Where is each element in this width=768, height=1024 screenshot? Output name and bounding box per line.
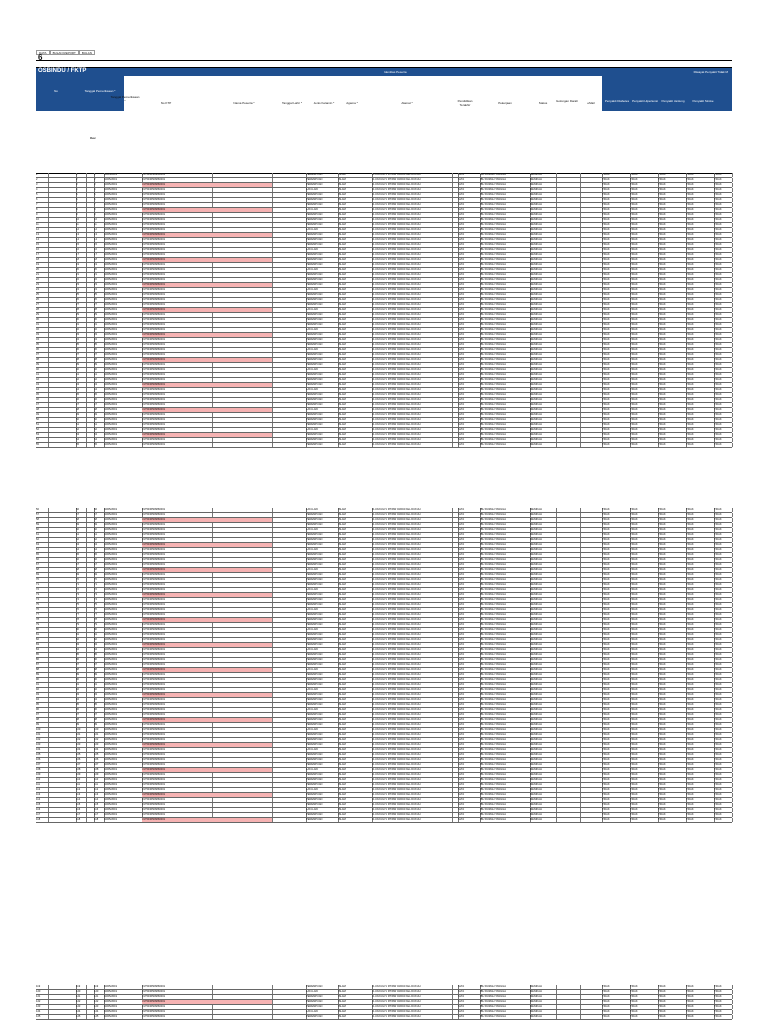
- table-row: 6 6 6 02/05/2019 3175036506860001 PEREMPUAN ISLAM JL.DUKUH V RT/RW 04/004 KEL.DUKUH SLTA IBU RUMAH TANGGA MENIKAH TIDAK TIDAK TIDAK TIDAK TIDAK: [36, 198, 732, 203]
- table-row: 31 31 31 02/05/2019 3175036506860001 PEREMPUAN ISLAM JL.DUKUH V RT/RW 04/004 KEL.DUKUH SLTA IBU RUMAH TANGGA MENIKAH TIDAK TIDAK TIDAK TIDAK TIDAK: [36, 323, 732, 328]
- table-row: 89 89 89 02/05/2019 3175036506860001 PEREMPUAN ISLAM JL.DUKUH V RT/RW 04/004 KEL.DUKUH SLTA IBU RUMAH TANGGA MENIKAH TIDAK TIDAK TIDAK TIDAK TIDAK: [36, 673, 732, 678]
- table-row: 65 65 65 02/05/2019 3175036506860001 PEREMPUAN ISLAM JL.DUKUH V RT/RW 04/004 KEL.DUKUH SLTA IBU RUMAH TANGGA MENIKAH TIDAK TIDAK TIDAK TIDAK TIDAK: [36, 553, 732, 558]
- table-row: 56 56 56 02/05/2019 3175036506860001 LAKI-LAKI ISLAM JL.DUKUH V RT/RW 04/004 KEL.DUKUH SLTA IBU RUMAH TANGGA MENIKAH TIDAK TIDAK TIDAK TIDAK TIDAK: [36, 508, 732, 513]
- table-row: 115 115 115 02/05/2019 3175036506860001 PEREMPUAN ISLAM JL.DUKUH V RT/RW 04/004 KEL.DUKUH SLTA IBU RUMAH TANGGA MENIKAH TIDAK TIDAK TIDAK TIDAK TIDAK: [36, 803, 732, 808]
- col-label-ktp: No KTP: [160, 101, 172, 105]
- table-row: 15 15 15 02/05/2019 3175036506860001 PEREMPUAN ISLAM JL.DUKUH V RT/RW 04/004 KEL.DUKUH SLTA IBU RUMAH TANGGA MENIKAH TIDAK TIDAK TIDAK TIDAK TIDAK: [36, 243, 732, 248]
- table-row: 62 62 62 02/05/2019 3175036506860001 PEREMPUAN ISLAM JL.DUKUH V RT/RW 04/004 KEL.DUKUH SLTA IBU RUMAH TANGGA MENIKAH TIDAK TIDAK TIDAK TIDAK TIDAK: [36, 538, 732, 543]
- table-row: 37 37 37 02/05/2019 3175036506860001 PEREMPUAN ISLAM JL.DUKUH V RT/RW 04/004 KEL.DUKUH SLTA IBU RUMAH TANGGA MENIKAH TIDAK TIDAK TIDAK TIDAK TIDAK: [36, 353, 732, 358]
- table-row: 105 105 105 02/05/2019 3175036506860001 PEREMPUAN ISLAM JL.DUKUH V RT/RW 04/004 KEL.DUKUH SLTA IBU RUMAH TANGGA MENIKAH TIDAK TIDAK TIDAK TIDAK TIDAK: [36, 753, 732, 758]
- table-row: 36 36 36 02/05/2019 3175036506860001 LAKI-LAKI ISLAM JL.DUKUH V RT/RW 04/004 KEL.DUKUH SLTA IBU RUMAH TANGGA MENIKAH TIDAK TIDAK TIDAK TIDAK TIDAK: [36, 348, 732, 353]
- table-row: 16 16 16 02/05/2019 3175036506860001 LAKI-LAKI ISLAM JL.DUKUH V RT/RW 04/004 KEL.DUKUH SLTA IBU RUMAH TANGGA MENIKAH TIDAK TIDAK TIDAK TIDAK TIDAK: [36, 248, 732, 253]
- table-row: 103 103 103 02/05/2019 3175036506860001 PEREMPUAN ISLAM JL.DUKUH V RT/RW 04/004 KEL.DUKUH SLTA IBU RUMAH TANGGA MENIKAH TIDAK TIDAK TIDAK TIDAK TIDAK: [36, 743, 732, 748]
- table-row: 27 27 27 02/05/2019 3175036506860001 PEREMPUAN ISLAM JL.DUKUH V RT/RW 04/004 KEL.DUKUH SLTA IBU RUMAH TANGGA MENIKAH TIDAK TIDAK TIDAK TIDAK TIDAK: [36, 303, 732, 308]
- table-row: 30 30 30 02/05/2019 3175036506860001 PEREMPUAN ISLAM JL.DUKUH V RT/RW 04/004 KEL.DUKUH SLTA IBU RUMAH TANGGA MENIKAH TIDAK TIDAK TIDAK TIDAK TIDAK: [36, 318, 732, 323]
- table-row: 75 75 75 02/05/2019 3175036506860001 PEREMPUAN ISLAM JL.DUKUH V RT/RW 04/004 KEL.DUKUH SLTA IBU RUMAH TANGGA MENIKAH TIDAK TIDAK TIDAK TIDAK TIDAK: [36, 603, 732, 608]
- table-row: 68 68 68 02/05/2019 3175036506860001 LAKI-LAKI ISLAM JL.DUKUH V RT/RW 04/004 KEL.DUKUH SLTA IBU RUMAH TANGGA MENIKAH TIDAK TIDAK TIDAK TIDAK TIDAK: [36, 568, 732, 573]
- col-label-jk: Jenis Kelamin *: [313, 101, 335, 105]
- table-row: 111 111 111 02/05/2019 3175036506860001 PEREMPUAN ISLAM JL.DUKUH V RT/RW 04/004 KEL.DUKUH SLTA IBU RUMAH TANGGA MENIKAH TIDAK TIDAK TIDAK TIDAK TIDAK: [36, 783, 732, 788]
- sheet-page-2: [36, 508, 732, 821]
- table-row: 64 64 64 02/05/2019 3175036506860001 LAKI-LAKI ISLAM JL.DUKUH V RT/RW 04/004 KEL.DUKUH SLTA IBU RUMAH TANGGA MENIKAH TIDAK TIDAK TIDAK TIDAK TIDAK: [36, 548, 732, 553]
- table-row: 42 42 42 02/05/2019 3175036506860001 PEREMPUAN ISLAM JL.DUKUH V RT/RW 04/004 KEL.DUKUH SLTA IBU RUMAH TANGGA MENIKAH TIDAK TIDAK TIDAK TIDAK TIDAK: [36, 378, 732, 383]
- table-row: 3 3 3 02/05/2019 3175036506860001 PEREMPUAN ISLAM JL.DUKUH V RT/RW 04/004 KEL.DUKUH SLTA IBU RUMAH TANGGA MENIKAH TIDAK TIDAK TIDAK TIDAK TIDAK: [36, 183, 732, 188]
- table-row: 92 92 92 02/05/2019 3175036506860001 LAKI-LAKI ISLAM JL.DUKUH V RT/RW 04/004 KEL.DUKUH SLTA IBU RUMAH TANGGA MENIKAH TIDAK TIDAK TIDAK TIDAK TIDAK: [36, 688, 732, 693]
- header-cell-data: DATA: [36, 50, 50, 55]
- table-row: 59 59 59 02/05/2019 3175036506860001 PEREMPUAN ISLAM JL.DUKUH V RT/RW 04/004 KEL.DUKUH SLTA IBU RUMAH TANGGA MENIKAH TIDAK TIDAK TIDAK TIDAK TIDAK: [36, 523, 732, 528]
- table-row: 26 26 26 02/05/2019 3175036506860001 PEREMPUAN ISLAM JL.DUKUH V RT/RW 04/004 KEL.DUKUH SLTA IBU RUMAH TANGGA MENIKAH TIDAK TIDAK TIDAK TIDAK TIDAK: [36, 298, 732, 303]
- table-row: 122 122 122 02/05/2019 3175036506860001 PEREMPUAN ISLAM JL.DUKUH V RT/RW 04/004 KEL.DUKUH SLTA IBU RUMAH TANGGA MENIKAH TIDAK TIDAK TIDAK TIDAK TIDAK: [36, 1000, 732, 1005]
- sheet-page-1: [36, 40, 732, 446]
- table-row: 67 67 67 02/05/2019 3175036506860001 PEREMPUAN ISLAM JL.DUKUH V RT/RW 04/004 KEL.DUKUH SLTA IBU RUMAH TANGGA MENIKAH TIDAK TIDAK TIDAK TIDAK TIDAK: [36, 563, 732, 568]
- table-row: 17 17 17 02/05/2019 3175036506860001 PEREMPUAN ISLAM JL.DUKUH V RT/RW 04/004 KEL.DUKUH SLTA IBU RUMAH TANGGA MENIKAH TIDAK TIDAK TIDAK TIDAK TIDAK: [36, 253, 732, 258]
- data-rows-page-1: [36, 173, 732, 448]
- table-row: 123 123 123 02/05/2019 3175036506860001 PEREMPUAN ISLAM JL.DUKUH V RT/RW 04/004 KEL.DUKUH SLTA IBU RUMAH TANGGA MENIKAH TIDAK TIDAK TIDAK TIDAK TIDAK: [36, 1005, 732, 1010]
- table-row: 48 48 48 02/05/2019 3175036506860001 LAKI-LAKI ISLAM JL.DUKUH V RT/RW 04/004 KEL.DUKUH SLTA IBU RUMAH TANGGA MENIKAH TIDAK TIDAK TIDAK TIDAK TIDAK: [36, 408, 732, 413]
- table-row: 124 124 124 02/05/2019 3175036506860001 LAKI-LAKI ISLAM JL.DUKUH V RT/RW 04/004 KEL.DUKUH SLTA IBU RUMAH TANGGA MENIKAH TIDAK TIDAK TIDAK TIDAK TIDAK: [36, 1010, 732, 1015]
- table-row: 102 102 102 02/05/2019 3175036506860001 PEREMPUAN ISLAM JL.DUKUH V RT/RW 04/004 KEL.DUKUH SLTA IBU RUMAH TANGGA MENIKAH TIDAK TIDAK TIDAK TIDAK TIDAK: [36, 738, 732, 743]
- table-row: 99 99 99 02/05/2019 3175036506860001 PEREMPUAN ISLAM JL.DUKUH V RT/RW 04/004 KEL.DUKUH SLTA IBU RUMAH TANGGA MENIKAH TIDAK TIDAK TIDAK TIDAK TIDAK: [36, 723, 732, 728]
- col-label-hipertensi: Penyakit Hipertensi: [632, 99, 658, 103]
- header-cell-bulan: BULAN: [79, 50, 95, 55]
- table-row: 12 12 12 02/05/2019 3175036506860001 LAKI-LAKI ISLAM JL.DUKUH V RT/RW 04/004 KEL.DUKUH SLTA IBU RUMAH TANGGA MENIKAH TIDAK TIDAK TIDAK TIDAK TIDAK: [36, 228, 732, 233]
- table-row: 8 8 8 02/05/2019 3175036506860001 LAKI-LAKI ISLAM JL.DUKUH V RT/RW 04/004 KEL.DUKUH SLTA IBU RUMAH TANGGA MENIKAH TIDAK TIDAK TIDAK TIDAK TIDAK: [36, 208, 732, 213]
- table-row: 54 54 54 02/05/2019 3175036506860001 PEREMPUAN ISLAM JL.DUKUH V RT/RW 04/004 KEL.DUKUH SLTA IBU RUMAH TANGGA MENIKAH TIDAK TIDAK TIDAK TIDAK TIDAK: [36, 438, 732, 443]
- table-row: 40 40 40 02/05/2019 3175036506860001 LAKI-LAKI ISLAM JL.DUKUH V RT/RW 04/004 KEL.DUKUH SLTA IBU RUMAH TANGGA MENIKAH TIDAK TIDAK TIDAK TIDAK TIDAK: [36, 368, 732, 373]
- sheet-page-3: [36, 985, 732, 1024]
- col-header-no: No: [36, 75, 76, 111]
- table-row: 121 121 121 02/05/2019 3175036506860001 PEREMPUAN ISLAM JL.DUKUH V RT/RW 04/004 KEL.DUKUH SLTA IBU RUMAH TANGGA MENIKAH TIDAK TIDAK TIDAK TIDAK TIDAK: [36, 995, 732, 1000]
- table-row: 109 109 109 02/05/2019 3175036506860001 PEREMPUAN ISLAM JL.DUKUH V RT/RW 04/004 KEL.DUKUH SLTA IBU RUMAH TANGGA MENIKAH TIDAK TIDAK TIDAK TIDAK TIDAK: [36, 773, 732, 778]
- table-row: 4 4 4 02/05/2019 3175036506860001 LAKI-LAKI ISLAM JL.DUKUH V RT/RW 04/004 KEL.DUKUH SLTA IBU RUMAH TANGGA MENIKAH TIDAK TIDAK TIDAK TIDAK TIDAK: [36, 188, 732, 193]
- table-row: 28 28 28 02/05/2019 3175036506860001 LAKI-LAKI ISLAM JL.DUKUH V RT/RW 04/004 KEL.DUKUH SLTA IBU RUMAH TANGGA MENIKAH TIDAK TIDAK TIDAK TIDAK TIDAK: [36, 308, 732, 313]
- table-row: 97 97 97 02/05/2019 3175036506860001 PEREMPUAN ISLAM JL.DUKUH V RT/RW 04/004 KEL.DUKUH SLTA IBU RUMAH TANGGA MENIKAH TIDAK TIDAK TIDAK TIDAK TIDAK: [36, 713, 732, 718]
- table-row: 1 1 1 02/05/2019 3175036506860001 PEREMPUAN ISLAM JL.DUKUH V RT/RW 04/004 KEL.DUKUH SLTA IBU RUMAH TANGGA MENIKAH TIDAK TIDAK TIDAK TIDAK TIDAK: [36, 173, 732, 178]
- header-cells: [36, 50, 95, 55]
- col-label-tgl-lahir: Tanggal Lahir *: [281, 101, 302, 105]
- table-row: 18 18 18 02/05/2019 3175036506860001 PEREMPUAN ISLAM JL.DUKUH V RT/RW 04/004 KEL.DUKUH SLTA IBU RUMAH TANGGA MENIKAH TIDAK TIDAK TIDAK TIDAK TIDAK: [36, 258, 732, 263]
- col-label-gol-darah: Golongan Darah: [556, 99, 579, 103]
- table-row: 7 7 7 02/05/2019 3175036506860001 PEREMPUAN ISLAM JL.DUKUH V RT/RW 04/004 KEL.DUKUH SLTA IBU RUMAH TANGGA MENIKAH TIDAK TIDAK TIDAK TIDAK TIDAK: [36, 203, 732, 208]
- table-row: 86 86 86 02/05/2019 3175036506860001 PEREMPUAN ISLAM JL.DUKUH V RT/RW 04/004 KEL.DUKUH SLTA IBU RUMAH TANGGA MENIKAH TIDAK TIDAK TIDAK TIDAK TIDAK: [36, 658, 732, 663]
- table-row: 98 98 98 02/05/2019 3175036506860001 PEREMPUAN ISLAM JL.DUKUH V RT/RW 04/004 KEL.DUKUH SLTA IBU RUMAH TANGGA MENIKAH TIDAK TIDAK TIDAK TIDAK TIDAK: [36, 718, 732, 723]
- table-row: 101 101 101 02/05/2019 3175036506860001 PEREMPUAN ISLAM JL.DUKUH V RT/RW 04/004 KEL.DUKUH SLTA IBU RUMAH TANGGA MENIKAH TIDAK TIDAK TIDAK TIDAK TIDAK: [36, 733, 732, 738]
- table-row: 55 55 55 02/05/2019 3175036506860001 PEREMPUAN ISLAM JL.DUKUH V RT/RW 04/004 KEL.DUKUH SLTA IBU RUMAH TANGGA MENIKAH TIDAK TIDAK TIDAK TIDAK TIDAK: [36, 443, 732, 448]
- table-row: 32 32 32 02/05/2019 3175036506860001 LAKI-LAKI ISLAM JL.DUKUH V RT/RW 04/004 KEL.DUKUH SLTA IBU RUMAH TANGGA MENIKAH TIDAK TIDAK TIDAK TIDAK TIDAK: [36, 328, 732, 333]
- table-row: 14 14 14 02/05/2019 3175036506860001 PEREMPUAN ISLAM JL.DUKUH V RT/RW 04/004 KEL.DUKUH SLTA IBU RUMAH TANGGA MENIKAH TIDAK TIDAK TIDAK TIDAK TIDAK: [36, 238, 732, 243]
- table-row: 9 9 9 02/05/2019 3175036506860001 PEREMPUAN ISLAM JL.DUKUH V RT/RW 04/004 KEL.DUKUH SLTA IBU RUMAH TANGGA MENIKAH TIDAK TIDAK TIDAK TIDAK TIDAK: [36, 213, 732, 218]
- table-row: 106 106 106 02/05/2019 3175036506860001 PEREMPUAN ISLAM JL.DUKUH V RT/RW 04/004 KEL.DUKUH SLTA IBU RUMAH TANGGA MENIKAH TIDAK TIDAK TIDAK TIDAK TIDAK: [36, 758, 732, 763]
- table-row: 71 71 71 02/05/2019 3175036506860001 PEREMPUAN ISLAM JL.DUKUH V RT/RW 04/004 KEL.DUKUH SLTA IBU RUMAH TANGGA MENIKAH TIDAK TIDAK TIDAK TIDAK TIDAK: [36, 583, 732, 588]
- table-row: 58 58 58 02/05/2019 3175036506860001 PEREMPUAN ISLAM JL.DUKUH V RT/RW 04/004 KEL.DUKUH SLTA IBU RUMAH TANGGA MENIKAH TIDAK TIDAK TIDAK TIDAK TIDAK: [36, 518, 732, 523]
- table-row: 61 61 61 02/05/2019 3175036506860001 PEREMPUAN ISLAM JL.DUKUH V RT/RW 04/004 KEL.DUKUH SLTA IBU RUMAH TANGGA MENIKAH TIDAK TIDAK TIDAK TIDAK TIDAK: [36, 533, 732, 538]
- table-row: 29 29 29 02/05/2019 3175036506860001 PEREMPUAN ISLAM JL.DUKUH V RT/RW 04/004 KEL.DUKUH SLTA IBU RUMAH TANGGA MENIKAH TIDAK TIDAK TIDAK TIDAK TIDAK: [36, 313, 732, 318]
- header-cell-bulan-report: BULAN REPORT: [50, 50, 79, 55]
- col-label-jantung: Penyakit Jantung: [661, 99, 685, 103]
- table-row: 82 82 82 02/05/2019 3175036506860001 PEREMPUAN ISLAM JL.DUKUH V RT/RW 04/004 KEL.DUKUH SLTA IBU RUMAH TANGGA MENIKAH TIDAK TIDAK TIDAK TIDAK TIDAK: [36, 638, 732, 643]
- table-row: 33 33 33 02/05/2019 3175036506860001 PEREMPUAN ISLAM JL.DUKUH V RT/RW 04/004 KEL.DUKUH SLTA IBU RUMAH TANGGA MENIKAH TIDAK TIDAK TIDAK TIDAK TIDAK: [36, 333, 732, 338]
- table-row: 104 104 104 02/05/2019 3175036506860001 LAKI-LAKI ISLAM JL.DUKUH V RT/RW 04/004 KEL.DUKUH SLTA IBU RUMAH TANGGA MENIKAH TIDAK TIDAK TIDAK TIDAK TIDAK: [36, 748, 732, 753]
- table-row: 80 80 80 02/05/2019 3175036506860001 LAKI-LAKI ISLAM JL.DUKUH V RT/RW 04/004 KEL.DUKUH SLTA IBU RUMAH TANGGA MENIKAH TIDAK TIDAK TIDAK TIDAK TIDAK: [36, 628, 732, 633]
- col-label-diabetes: Penyakit Diabetes: [604, 99, 630, 103]
- section-identitas: Identitas Peserta: [384, 70, 407, 74]
- table-row: 90 90 90 02/05/2019 3175036506860001 PEREMPUAN ISLAM JL.DUKUH V RT/RW 04/004 KEL.DUKUH SLTA IBU RUMAH TANGGA MENIKAH TIDAK TIDAK TIDAK TIDAK TIDAK: [36, 678, 732, 683]
- col-label-nama: Nama Peserta *: [233, 101, 255, 105]
- table-row: 50 50 50 02/05/2019 3175036506860001 PEREMPUAN ISLAM JL.DUKUH V RT/RW 04/004 KEL.DUKUH SLTA IBU RUMAH TANGGA MENIKAH TIDAK TIDAK TIDAK TIDAK TIDAK: [36, 418, 732, 423]
- table-row: 100 100 100 02/05/2019 3175036506860001 LAKI-LAKI ISLAM JL.DUKUH V RT/RW 04/004 KEL.DUKUH SLTA IBU RUMAH TANGGA MENIKAH TIDAK TIDAK TIDAK TIDAK TIDAK: [36, 728, 732, 733]
- table-row: 57 57 57 02/05/2019 3175036506860001 PEREMPUAN ISLAM JL.DUKUH V RT/RW 04/004 KEL.DUKUH SLTA IBU RUMAH TANGGA MENIKAH TIDAK TIDAK TIDAK TIDAK TIDAK: [36, 513, 732, 518]
- table-row: 70 70 70 02/05/2019 3175036506860001 PEREMPUAN ISLAM JL.DUKUH V RT/RW 04/004 KEL.DUKUH SLTA IBU RUMAH TANGGA MENIKAH TIDAK TIDAK TIDAK TIDAK TIDAK: [36, 578, 732, 583]
- table-row: 77 77 77 02/05/2019 3175036506860001 PEREMPUAN ISLAM JL.DUKUH V RT/RW 04/004 KEL.DUKUH SLTA IBU RUMAH TANGGA MENIKAH TIDAK TIDAK TIDAK TIDAK TIDAK: [36, 613, 732, 618]
- table-row: 94 94 94 02/05/2019 3175036506860001 PEREMPUAN ISLAM JL.DUKUH V RT/RW 04/004 KEL.DUKUH SLTA IBU RUMAH TANGGA MENIKAH TIDAK TIDAK TIDAK TIDAK TIDAK: [36, 698, 732, 703]
- table-row: 25 25 25 02/05/2019 3175036506860001 PEREMPUAN ISLAM JL.DUKUH V RT/RW 04/004 KEL.DUKUH SLTA IBU RUMAH TANGGA MENIKAH TIDAK TIDAK TIDAK TIDAK TIDAK: [36, 293, 732, 298]
- table-row: 34 34 34 02/05/2019 3175036506860001 PEREMPUAN ISLAM JL.DUKUH V RT/RW 04/004 KEL.DUKUH SLTA IBU RUMAH TANGGA MENIKAH TIDAK TIDAK TIDAK TIDAK TIDAK: [36, 338, 732, 343]
- table-row: 43 43 43 02/05/2019 3175036506860001 PEREMPUAN ISLAM JL.DUKUH V RT/RW 04/004 KEL.DUKUH SLTA IBU RUMAH TANGGA MENIKAH TIDAK TIDAK TIDAK TIDAK TIDAK: [36, 383, 732, 388]
- data-rows-page-3: [36, 985, 732, 1020]
- table-row: 78 78 78 02/05/2019 3175036506860001 PEREMPUAN ISLAM JL.DUKUH V RT/RW 04/004 KEL.DUKUH SLTA IBU RUMAH TANGGA MENIKAH TIDAK TIDAK TIDAK TIDAK TIDAK: [36, 618, 732, 623]
- table-row: 108 108 108 02/05/2019 3175036506860001 LAKI-LAKI ISLAM JL.DUKUH V RT/RW 04/004 KEL.DUKUH SLTA IBU RUMAH TANGGA MENIKAH TIDAK TIDAK TIDAK TIDAK TIDAK: [36, 768, 732, 773]
- column-header: [36, 75, 732, 174]
- table-row: 63 63 63 02/05/2019 3175036506860001 PEREMPUAN ISLAM JL.DUKUH V RT/RW 04/004 KEL.DUKUH SLTA IBU RUMAH TANGGA MENIKAH TIDAK TIDAK TIDAK TIDAK TIDAK: [36, 543, 732, 548]
- table-row: 76 76 76 02/05/2019 3175036506860001 LAKI-LAKI ISLAM JL.DUKUH V RT/RW 04/004 KEL.DUKUH SLTA IBU RUMAH TANGGA MENIKAH TIDAK TIDAK TIDAK TIDAK TIDAK: [36, 608, 732, 613]
- col-header-tgl: Tanggal Pemeriksaan *: [76, 75, 124, 111]
- table-row: 119 119 119 02/05/2019 3175036506860001 PEREMPUAN ISLAM JL.DUKUH V RT/RW 04/004 KEL.DUKUH SLTA IBU RUMAH TANGGA MENIKAH TIDAK TIDAK TIDAK TIDAK TIDAK: [36, 985, 732, 990]
- table-row: 120 120 120 02/05/2019 3175036506860001 LAKI-LAKI ISLAM JL.DUKUH V RT/RW 04/004 KEL.DUKUH SLTA IBU RUMAH TANGGA MENIKAH TIDAK TIDAK TIDAK TIDAK TIDAK: [36, 990, 732, 995]
- table-row: 83 83 83 02/05/2019 3175036506860001 PEREMPUAN ISLAM JL.DUKUH V RT/RW 04/004 KEL.DUKUH SLTA IBU RUMAH TANGGA MENIKAH TIDAK TIDAK TIDAK TIDAK TIDAK: [36, 643, 732, 648]
- col-label-agama: Agama *: [346, 101, 358, 105]
- table-row: 74 74 74 02/05/2019 3175036506860001 PEREMPUAN ISLAM JL.DUKUH V RT/RW 04/004 KEL.DUKUH SLTA IBU RUMAH TANGGA MENIKAH TIDAK TIDAK TIDAK TIDAK TIDAK: [36, 598, 732, 603]
- table-row: 96 96 96 02/05/2019 3175036506860001 LAKI-LAKI ISLAM JL.DUKUH V RT/RW 04/004 KEL.DUKUH SLTA IBU RUMAH TANGGA MENIKAH TIDAK TIDAK TIDAK TIDAK TIDAK: [36, 708, 732, 713]
- table-row: 88 88 88 02/05/2019 3175036506860001 LAKI-LAKI ISLAM JL.DUKUH V RT/RW 04/004 KEL.DUKUH SLTA IBU RUMAH TANGGA MENIKAH TIDAK TIDAK TIDAK TIDAK TIDAK: [36, 668, 732, 673]
- col-label-tgl2: Tanggal Pemeriksaan *: [110, 95, 140, 103]
- table-row: 84 84 84 02/05/2019 3175036506860001 LAKI-LAKI ISLAM JL.DUKUH V RT/RW 04/004 KEL.DUKUH SLTA IBU RUMAH TANGGA MENIKAH TIDAK TIDAK TIDAK TIDAK TIDAK: [36, 648, 732, 653]
- section-label: OSBINDU / FKTP: [38, 68, 87, 74]
- table-row: 5 5 5 02/05/2019 3175036506860001 PEREMPUAN ISLAM JL.DUKUH V RT/RW 04/004 KEL.DUKUH SLTA IBU RUMAH TANGGA MENIKAH TIDAK TIDAK TIDAK TIDAK TIDAK: [36, 193, 732, 198]
- col-label-status: Status: [538, 101, 548, 105]
- table-row: 19 19 19 02/05/2019 3175036506860001 PEREMPUAN ISLAM JL.DUKUH V RT/RW 04/004 KEL.DUKUH SLTA IBU RUMAH TANGGA MENIKAH TIDAK TIDAK TIDAK TIDAK TIDAK: [36, 263, 732, 268]
- table-row: 117 117 117 02/05/2019 3175036506860001 PEREMPUAN ISLAM JL.DUKUH V RT/RW 04/004 KEL.DUKUH SLTA IBU RUMAH TANGGA MENIKAH TIDAK TIDAK TIDAK TIDAK TIDAK: [36, 813, 732, 818]
- table-row: 91 91 91 02/05/2019 3175036506860001 PEREMPUAN ISLAM JL.DUKUH V RT/RW 04/004 KEL.DUKUH SLTA IBU RUMAH TANGGA MENIKAH TIDAK TIDAK TIDAK TIDAK TIDAK: [36, 683, 732, 688]
- table-row: 45 45 45 02/05/2019 3175036506860001 PEREMPUAN ISLAM JL.DUKUH V RT/RW 04/004 KEL.DUKUH SLTA IBU RUMAH TANGGA MENIKAH TIDAK TIDAK TIDAK TIDAK TIDAK: [36, 393, 732, 398]
- table-row: 110 110 110 02/05/2019 3175036506860001 PEREMPUAN ISLAM JL.DUKUH V RT/RW 04/004 KEL.DUKUH SLTA IBU RUMAH TANGGA MENIKAH TIDAK TIDAK TIDAK TIDAK TIDAK: [36, 778, 732, 783]
- col-header-riwayat: [602, 75, 732, 111]
- table-row: 47 47 47 02/05/2019 3175036506860001 PEREMPUAN ISLAM JL.DUKUH V RT/RW 04/004 KEL.DUKUH SLTA IBU RUMAH TANGGA MENIKAH TIDAK TIDAK TIDAK TIDAK TIDAK: [36, 403, 732, 408]
- table-row: 85 85 85 02/05/2019 3175036506860001 PEREMPUAN ISLAM JL.DUKUH V RT/RW 04/004 KEL.DUKUH SLTA IBU RUMAH TANGGA MENIKAH TIDAK TIDAK TIDAK TIDAK TIDAK: [36, 653, 732, 658]
- section-riwayat: Riwayat Penyakit Tidak M: [693, 70, 728, 74]
- table-row: 49 49 49 02/05/2019 3175036506860001 PEREMPUAN ISLAM JL.DUKUH V RT/RW 04/004 KEL.DUKUH SLTA IBU RUMAH TANGGA MENIKAH TIDAK TIDAK TIDAK TIDAK TIDAK: [36, 413, 732, 418]
- table-row: 44 44 44 02/05/2019 3175036506860001 LAKI-LAKI ISLAM JL.DUKUH V RT/RW 04/004 KEL.DUKUH SLTA IBU RUMAH TANGGA MENIKAH TIDAK TIDAK TIDAK TIDAK TIDAK: [36, 388, 732, 393]
- table-row: 73 73 73 02/05/2019 3175036506860001 PEREMPUAN ISLAM JL.DUKUH V RT/RW 04/004 KEL.DUKUH SLTA IBU RUMAH TANGGA MENIKAH TIDAK TIDAK TIDAK TIDAK TIDAK: [36, 593, 732, 598]
- table-row: 107 107 107 02/05/2019 3175036506860001 PEREMPUAN ISLAM JL.DUKUH V RT/RW 04/004 KEL.DUKUH SLTA IBU RUMAH TANGGA MENIKAH TIDAK TIDAK TIDAK TIDAK TIDAK: [36, 763, 732, 768]
- table-row: 22 22 22 02/05/2019 3175036506860001 PEREMPUAN ISLAM JL.DUKUH V RT/RW 04/004 KEL.DUKUH SLTA IBU RUMAH TANGGA MENIKAH TIDAK TIDAK TIDAK TIDAK TIDAK: [36, 278, 732, 283]
- table-row: 72 72 72 02/05/2019 3175036506860001 LAKI-LAKI ISLAM JL.DUKUH V RT/RW 04/004 KEL.DUKUH SLTA IBU RUMAH TANGGA MENIKAH TIDAK TIDAK TIDAK TIDAK TIDAK: [36, 588, 732, 593]
- table-row: 118 118 118 02/05/2019 3175036506860001 PEREMPUAN ISLAM JL.DUKUH V RT/RW 04/004 KEL.DUKUH SLTA IBU RUMAH TANGGA MENIKAH TIDAK TIDAK TIDAK TIDAK TIDAK: [36, 818, 732, 823]
- data-rows-page-2: [36, 508, 732, 823]
- table-row: 20 20 20 02/05/2019 3175036506860001 LAKI-LAKI ISLAM JL.DUKUH V RT/RW 04/004 KEL.DUKUH SLTA IBU RUMAH TANGGA MENIKAH TIDAK TIDAK TIDAK TIDAK TIDAK: [36, 268, 732, 273]
- table-row: 23 23 23 02/05/2019 3175036506860001 PEREMPUAN ISLAM JL.DUKUH V RT/RW 04/004 KEL.DUKUH SLTA IBU RUMAH TANGGA MENIKAH TIDAK TIDAK TIDAK TIDAK TIDAK: [36, 283, 732, 288]
- col-label-email: eMail: [587, 101, 595, 105]
- col-label-alamat: Alamat *: [401, 101, 413, 105]
- table-row: 13 13 13 02/05/2019 3175036506860001 PEREMPUAN ISLAM JL.DUKUH V RT/RW 04/004 KEL.DUKUH SLTA IBU RUMAH TANGGA MENIKAH TIDAK TIDAK TIDAK TIDAK TIDAK: [36, 233, 732, 238]
- table-row: 114 114 114 02/05/2019 3175036506860001 PEREMPUAN ISLAM JL.DUKUH V RT/RW 04/004 KEL.DUKUH SLTA IBU RUMAH TANGGA MENIKAH TIDAK TIDAK TIDAK TIDAK TIDAK: [36, 798, 732, 803]
- table-row: 79 79 79 02/05/2019 3175036506860001 PEREMPUAN ISLAM JL.DUKUH V RT/RW 04/004 KEL.DUKUH SLTA IBU RUMAH TANGGA MENIKAH TIDAK TIDAK TIDAK TIDAK TIDAK: [36, 623, 732, 628]
- table-row: 24 24 24 02/05/2019 3175036506860001 LAKI-LAKI ISLAM JL.DUKUH V RT/RW 04/004 KEL.DUKUH SLTA IBU RUMAH TANGGA MENIKAH TIDAK TIDAK TIDAK TIDAK TIDAK: [36, 288, 732, 293]
- page-number: 6: [38, 53, 43, 62]
- table-row: 81 81 81 02/05/2019 3175036506860001 PEREMPUAN ISLAM JL.DUKUH V RT/RW 04/004 KEL.DUKUH SLTA IBU RUMAH TANGGA MENIKAH TIDAK TIDAK TIDAK TIDAK TIDAK: [36, 633, 732, 638]
- col-label-pendidikan: Pendidikan Terakhir: [457, 99, 473, 107]
- table-row: 2 2 2 02/05/2019 3175036506860001 PEREMPUAN ISLAM JL.DUKUH V RT/RW 04/004 KEL.DUKUH SLTA IBU RUMAH TANGGA MENIKAH TIDAK TIDAK TIDAK TIDAK TIDAK: [36, 178, 732, 183]
- table-row: 21 21 21 02/05/2019 3175036506860001 PEREMPUAN ISLAM JL.DUKUH V RT/RW 04/004 KEL.DUKUH SLTA IBU RUMAH TANGGA MENIKAH TIDAK TIDAK TIDAK TIDAK TIDAK: [36, 273, 732, 278]
- table-row: 66 66 66 02/05/2019 3175036506860001 PEREMPUAN ISLAM JL.DUKUH V RT/RW 04/004 KEL.DUKUH SLTA IBU RUMAH TANGGA MENIKAH TIDAK TIDAK TIDAK TIDAK TIDAK: [36, 558, 732, 563]
- table-row: 10 10 10 02/05/2019 3175036506860001 PEREMPUAN ISLAM JL.DUKUH V RT/RW 04/004 KEL.DUKUH SLTA IBU RUMAH TANGGA MENIKAH TIDAK TIDAK TIDAK TIDAK TIDAK: [36, 218, 732, 223]
- table-row: 51 51 51 02/05/2019 3175036506860001 PEREMPUAN ISLAM JL.DUKUH V RT/RW 04/004 KEL.DUKUH SLTA IBU RUMAH TANGGA MENIKAH TIDAK TIDAK TIDAK TIDAK TIDAK: [36, 423, 732, 428]
- sub-header-kec: Kec: [90, 136, 96, 140]
- table-row: 125 125 125 02/05/2019 3175036506860001 PEREMPUAN ISLAM JL.DUKUH V RT/RW 04/004 KEL.DUKUH SLTA IBU RUMAH TANGGA MENIKAH TIDAK TIDAK TIDAK TIDAK TIDAK: [36, 1015, 732, 1020]
- table-row: 35 35 35 02/05/2019 3175036506860001 PEREMPUAN ISLAM JL.DUKUH V RT/RW 04/004 KEL.DUKUH SLTA IBU RUMAH TANGGA MENIKAH TIDAK TIDAK TIDAK TIDAK TIDAK: [36, 343, 732, 348]
- table-row: 52 52 52 02/05/2019 3175036506860001 LAKI-LAKI ISLAM JL.DUKUH V RT/RW 04/004 KEL.DUKUH SLTA IBU RUMAH TANGGA MENIKAH TIDAK TIDAK TIDAK TIDAK TIDAK: [36, 428, 732, 433]
- table-row: 11 11 11 02/05/2019 3175036506860001 PEREMPUAN ISLAM JL.DUKUH V RT/RW 04/004 KEL.DUKUH SLTA IBU RUMAH TANGGA MENIKAH TIDAK TIDAK TIDAK TIDAK TIDAK: [36, 223, 732, 228]
- col-label-stroke: Penyakit Stroke: [692, 99, 714, 103]
- sheet-top-header: [36, 40, 732, 61]
- table-row: 60 60 60 02/05/2019 3175036506860001 LAKI-LAKI ISLAM JL.DUKUH V RT/RW 04/004 KEL.DUKUH SLTA IBU RUMAH TANGGA MENIKAH TIDAK TIDAK TIDAK TIDAK TIDAK: [36, 528, 732, 533]
- table-row: 38 38 38 02/05/2019 3175036506860001 PEREMPUAN ISLAM JL.DUKUH V RT/RW 04/004 KEL.DUKUH SLTA IBU RUMAH TANGGA MENIKAH TIDAK TIDAK TIDAK TIDAK TIDAK: [36, 358, 732, 363]
- table-row: 95 95 95 02/05/2019 3175036506860001 PEREMPUAN ISLAM JL.DUKUH V RT/RW 04/004 KEL.DUKUH SLTA IBU RUMAH TANGGA MENIKAH TIDAK TIDAK TIDAK TIDAK TIDAK: [36, 703, 732, 708]
- table-row: 46 46 46 02/05/2019 3175036506860001 PEREMPUAN ISLAM JL.DUKUH V RT/RW 04/004 KEL.DUKUH SLTA IBU RUMAH TANGGA MENIKAH TIDAK TIDAK TIDAK TIDAK TIDAK: [36, 398, 732, 403]
- table-row: 93 93 93 02/05/2019 3175036506860001 PEREMPUAN ISLAM JL.DUKUH V RT/RW 04/004 KEL.DUKUH SLTA IBU RUMAH TANGGA MENIKAH TIDAK TIDAK TIDAK TIDAK TIDAK: [36, 693, 732, 698]
- table-row: 39 39 39 02/05/2019 3175036506860001 PEREMPUAN ISLAM JL.DUKUH V RT/RW 04/004 KEL.DUKUH SLTA IBU RUMAH TANGGA MENIKAH TIDAK TIDAK TIDAK TIDAK TIDAK: [36, 363, 732, 368]
- col-label-pekerjaan: Pekerjaan: [498, 101, 512, 105]
- table-row: 69 69 69 02/05/2019 3175036506860001 PEREMPUAN ISLAM JL.DUKUH V RT/RW 04/004 KEL.DUKUH SLTA IBU RUMAH TANGGA MENIKAH TIDAK TIDAK TIDAK TIDAK TIDAK: [36, 573, 732, 578]
- table-row: 112 112 112 02/05/2019 3175036506860001 LAKI-LAKI ISLAM JL.DUKUH V RT/RW 04/004 KEL.DUKUH SLTA IBU RUMAH TANGGA MENIKAH TIDAK TIDAK TIDAK TIDAK TIDAK: [36, 788, 732, 793]
- table-row: 116 116 116 02/05/2019 3175036506860001 LAKI-LAKI ISLAM JL.DUKUH V RT/RW 04/004 KEL.DUKUH SLTA IBU RUMAH TANGGA MENIKAH TIDAK TIDAK TIDAK TIDAK TIDAK: [36, 808, 732, 813]
- table-row: 87 87 87 02/05/2019 3175036506860001 PEREMPUAN ISLAM JL.DUKUH V RT/RW 04/004 KEL.DUKUH SLTA IBU RUMAH TANGGA MENIKAH TIDAK TIDAK TIDAK TIDAK TIDAK: [36, 663, 732, 668]
- table-row: 53 53 53 02/05/2019 3175036506860001 PEREMPUAN ISLAM JL.DUKUH V RT/RW 04/004 KEL.DUKUH SLTA IBU RUMAH TANGGA MENIKAH TIDAK TIDAK TIDAK TIDAK TIDAK: [36, 433, 732, 438]
- table-row: 41 41 41 02/05/2019 3175036506860001 PEREMPUAN ISLAM JL.DUKUH V RT/RW 04/004 KEL.DUKUH SLTA IBU RUMAH TANGGA MENIKAH TIDAK TIDAK TIDAK TIDAK TIDAK: [36, 373, 732, 378]
- table-row: 113 113 113 02/05/2019 3175036506860001 PEREMPUAN ISLAM JL.DUKUH V RT/RW 04/004 KEL.DUKUH SLTA IBU RUMAH TANGGA MENIKAH TIDAK TIDAK TIDAK TIDAK TIDAK: [36, 793, 732, 798]
